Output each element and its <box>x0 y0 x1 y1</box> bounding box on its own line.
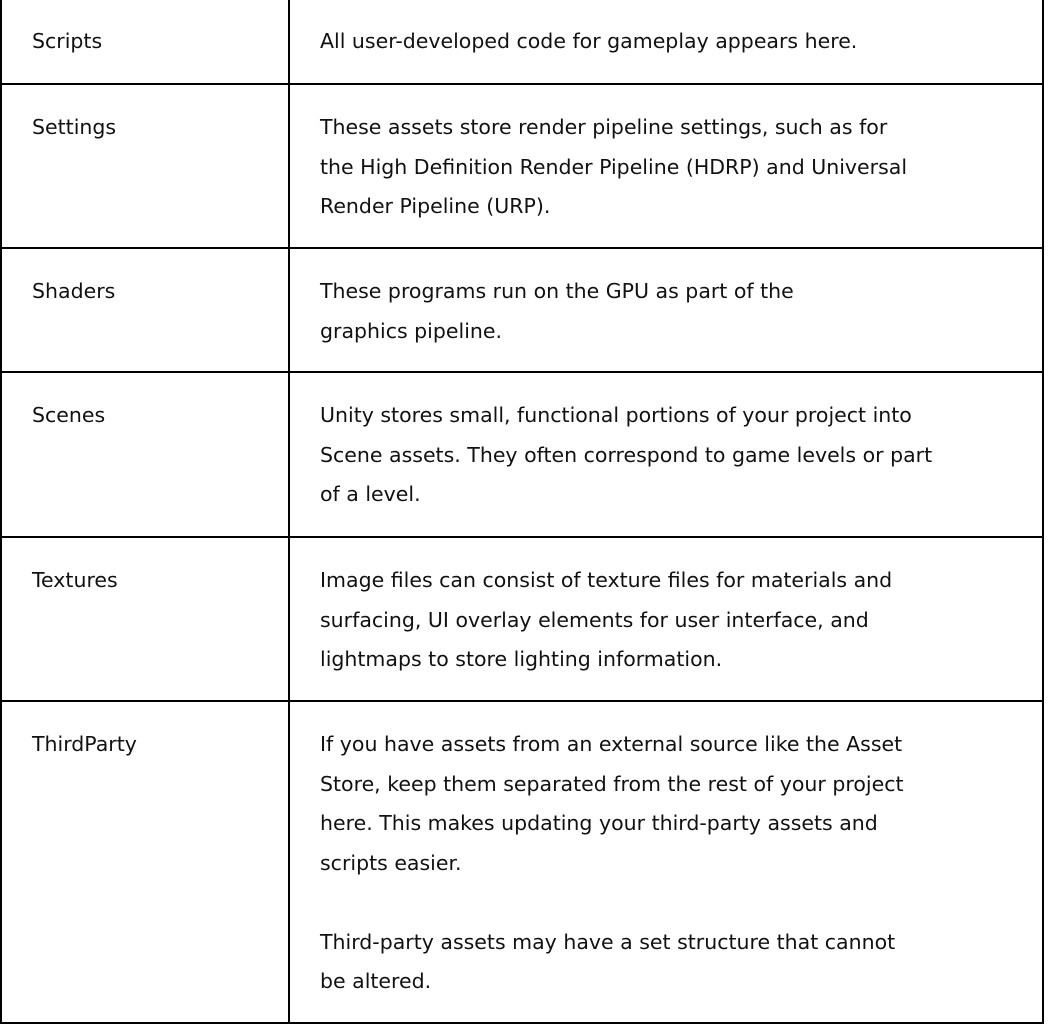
table-row <box>1 248 1043 372</box>
table-row <box>1 372 1043 537</box>
description-line: These programs run on the GPU as part of the <box>320 279 794 303</box>
description-line: scripts easier. <box>320 850 462 875</box>
description-line: graphics pipeline. <box>320 318 503 343</box>
folder-description-cell <box>289 701 1043 1023</box>
folder-name-cell <box>1 372 289 537</box>
description-line: Third-party assets may have a set structure that cannot <box>320 929 896 954</box>
description-line: Unity stores small, functional portions of your project into <box>320 403 912 427</box>
description-line: Store, keep them separated from the rest of your project <box>320 771 904 796</box>
folder-name-cell <box>1 84 289 248</box>
description-paragraph <box>320 22 1022 62</box>
description-line: lightmaps to store lighting information. <box>320 647 723 671</box>
folder-name: Settings <box>32 115 117 139</box>
table-row <box>1 701 1043 1023</box>
folder-name: Scenes <box>32 403 106 427</box>
folder-description-cell <box>289 0 1043 84</box>
folder-name: Shaders <box>32 279 116 303</box>
table-row <box>1 0 1043 84</box>
folder-name-cell <box>1 0 289 84</box>
folder-description-cell <box>289 84 1043 248</box>
description-line: Scene assets. They often correspond to game levels or part <box>320 442 933 467</box>
description-line: surfacing, UI overlay elements for user interface, and <box>320 607 869 632</box>
folder-name: Textures <box>32 568 118 592</box>
folder-name: Scripts <box>32 29 103 53</box>
description-paragraph <box>320 272 1022 351</box>
description-line: of a level. <box>320 482 421 506</box>
folder-name-cell <box>1 537 289 701</box>
table-row <box>1 84 1043 248</box>
folder-name: ThirdParty <box>32 732 137 756</box>
description-line: Image files can consist of texture files for materials and <box>320 568 893 592</box>
description-line: Render Pipeline (URP). <box>320 194 551 218</box>
description-line: All user-developed code for gameplay appears here. <box>320 29 858 53</box>
description-line: here. This makes updating your third-party assets and <box>320 811 878 835</box>
folder-name-cell <box>1 248 289 372</box>
description-line: the High Definition Render Pipeline (HDRP) and Universal <box>320 154 908 179</box>
folder-description-cell <box>289 537 1043 701</box>
description-line: These assets store render pipeline settings, such as for <box>320 115 888 139</box>
description-line: If you have assets from an external source like the Asset <box>320 732 903 756</box>
folder-description-cell <box>289 248 1043 372</box>
folder-name-cell <box>1 701 289 1023</box>
description-paragraph <box>320 561 1022 680</box>
description-line: be altered. <box>320 969 432 993</box>
description-paragraph <box>320 725 1022 883</box>
description-paragraph <box>320 923 1022 1002</box>
folder-description-cell <box>289 372 1043 537</box>
description-paragraph <box>320 108 1022 227</box>
table-row <box>1 537 1043 701</box>
description-paragraph <box>320 396 1022 515</box>
